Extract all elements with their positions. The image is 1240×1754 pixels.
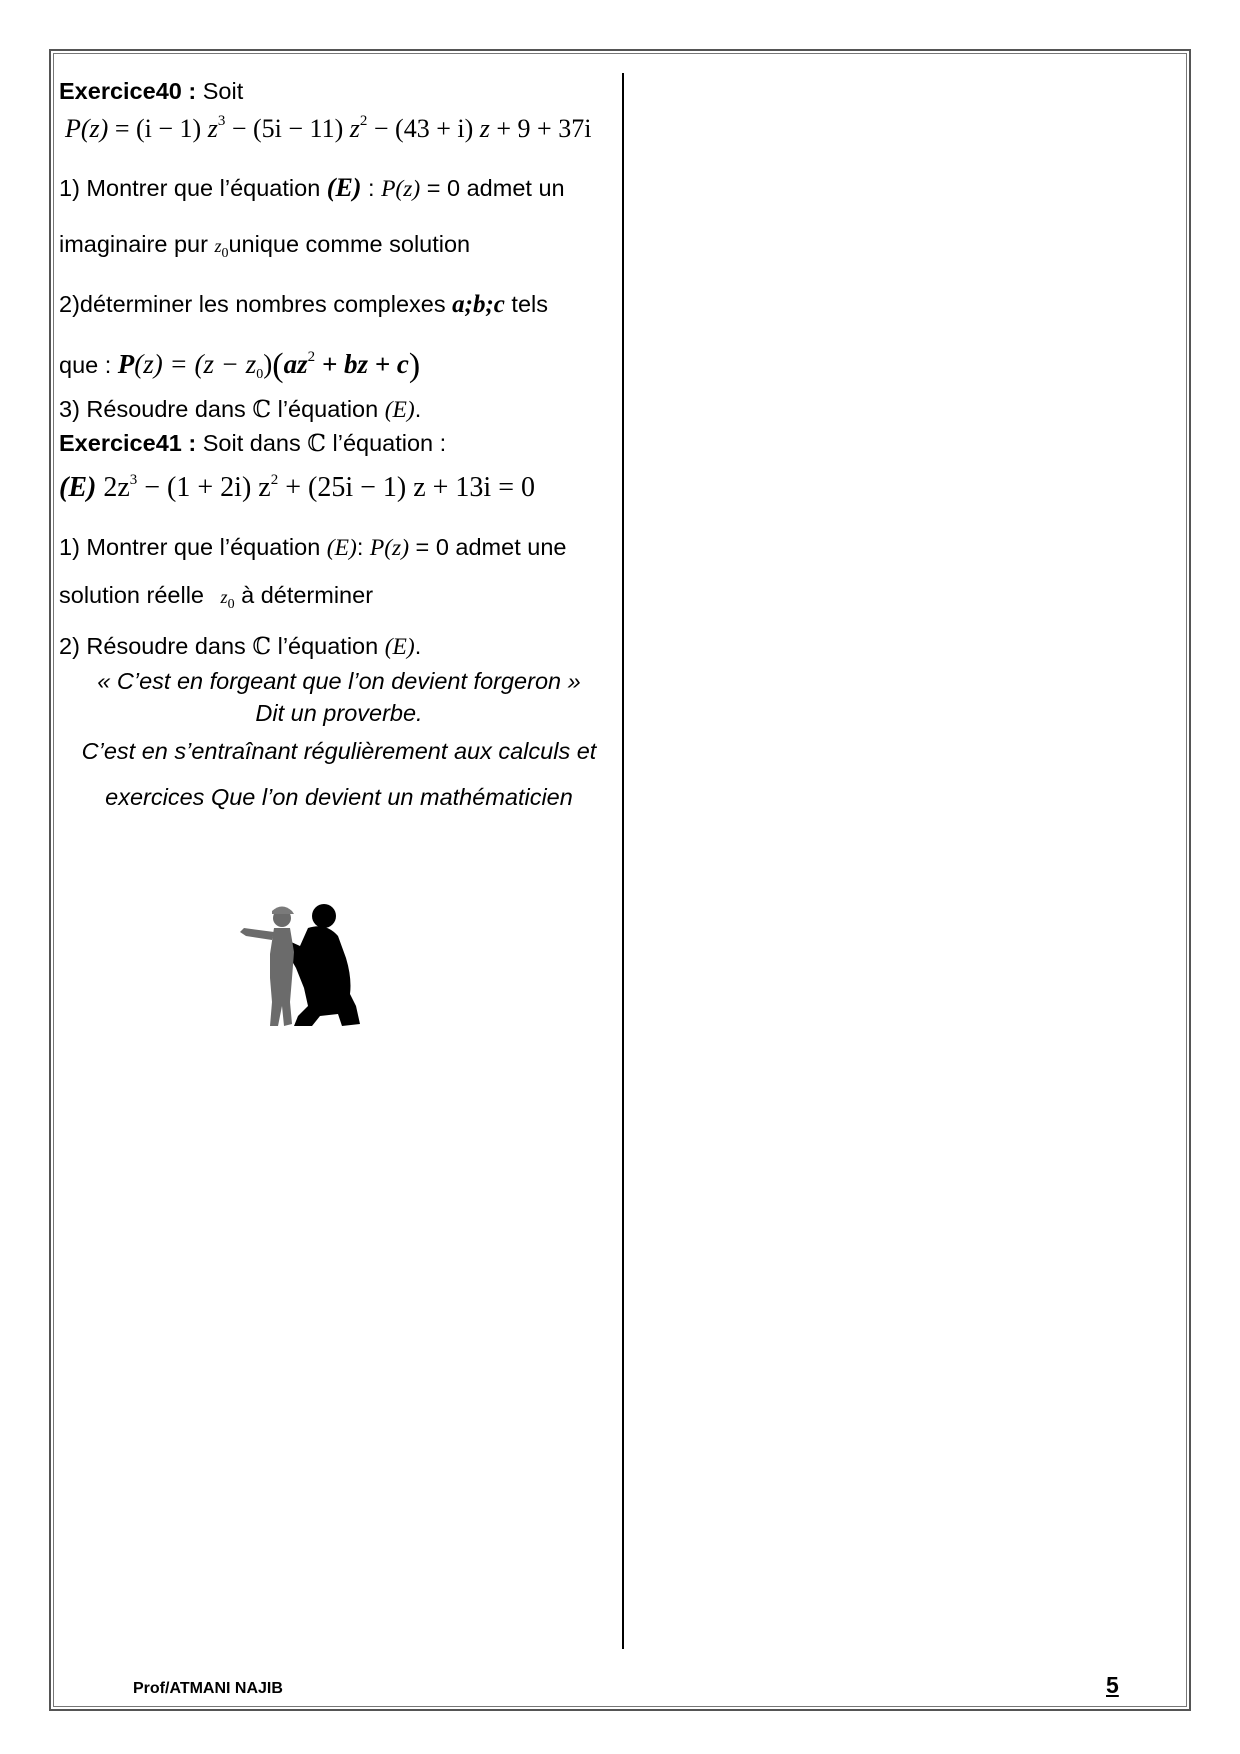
equation-label-E: (E) xyxy=(384,634,415,660)
poly-t2-exp: 2 xyxy=(359,113,368,129)
complex-set-symbol: ℂ xyxy=(307,431,326,457)
p-of-z: P(z) xyxy=(369,535,410,561)
q2-text: 2) Résoudre dans xyxy=(59,633,253,659)
exercise40-title: Exercice40 : xyxy=(59,78,197,104)
formula-P: P xyxy=(117,349,135,379)
complex-set-symbol: ℂ xyxy=(252,634,272,660)
q3-text: 3) Résoudre dans xyxy=(59,396,253,422)
eq-exp2: 2 xyxy=(270,472,279,488)
complex-set-symbol: ℂ xyxy=(252,397,272,423)
poly-t2-sign: − xyxy=(225,114,253,143)
exercise40-question2-line2 xyxy=(59,347,421,384)
eq-term1: 2z xyxy=(96,472,130,503)
quote-line-3: C’est en s’entraînant régulièrement aux calculs et xyxy=(81,738,597,764)
eq-term3: + (25i − 1) z + 13i = 0 xyxy=(278,472,536,503)
exercise40-question2-line1 xyxy=(59,289,548,320)
footer-author: Prof/ATMANI NAJIB xyxy=(133,1680,283,1697)
equation-label-E: (E) xyxy=(59,472,97,503)
q1-text: 1) Montrer que l’équation xyxy=(59,175,327,201)
formula-lpar: ( xyxy=(272,347,284,384)
q1-text-3: unique comme solution xyxy=(228,231,471,257)
formula-close: ) xyxy=(263,349,273,379)
q3-text-2: l’équation xyxy=(271,396,385,422)
formula-rest: + bz + c xyxy=(315,349,409,379)
q2-factor-formula xyxy=(117,347,421,384)
exercise41-question2 xyxy=(59,631,421,662)
poly-lhs-name: P xyxy=(65,114,81,143)
exercise41-question1-line1 xyxy=(59,532,566,563)
poly-t1-var: z xyxy=(207,114,218,143)
page-number: 5 xyxy=(1106,1672,1119,1698)
poly-t3: (43 + i) xyxy=(395,114,474,143)
q3-period: . xyxy=(414,396,422,422)
poly-t3-sign: − xyxy=(367,114,396,143)
exercise41-title: Exercice41 : xyxy=(59,430,197,456)
equation-label-E: (E) xyxy=(326,173,362,202)
exercise40-question1-line2 xyxy=(59,229,470,261)
quote-line-1: « C’est en forgeant que l’on devient forgeron » xyxy=(97,668,581,694)
poly-t2-var: z xyxy=(349,114,360,143)
formula-az: az xyxy=(283,349,308,379)
formula-sub0: 0 xyxy=(256,367,264,382)
exercise40-polynomial xyxy=(65,114,591,144)
formula-pz: (z) = (z − z xyxy=(134,349,257,379)
poly-t1-exp: 3 xyxy=(217,113,226,129)
formula-rpar: ) xyxy=(408,347,421,384)
q2-text-end: tels xyxy=(504,291,548,317)
q1-text-2: imaginaire pur xyxy=(59,231,215,257)
q2-text-2: l’équation xyxy=(271,633,385,659)
q2-period: . xyxy=(414,633,422,659)
q1-text-3: à déterminer xyxy=(234,582,374,608)
exercise41-question1-line2 xyxy=(59,580,373,612)
z0-var: z xyxy=(214,236,222,256)
quote-line-4: exercices Que l’on devient un mathématicien xyxy=(105,784,573,810)
exercise40-question1-line1 xyxy=(59,173,565,204)
equation-label-E: (E) xyxy=(384,397,415,423)
p-of-z: P(z) xyxy=(381,176,421,202)
z0-sub: 0 xyxy=(227,597,235,612)
q2-text: 2)déterminer les nombres complexes xyxy=(59,291,453,317)
exercise41-heading xyxy=(59,428,446,459)
z0-sub: 0 xyxy=(221,246,229,261)
column-divider xyxy=(622,73,624,1649)
poly-t1: (i − 1) xyxy=(136,114,202,143)
q2-que: que : xyxy=(59,352,118,378)
q1-colon: : xyxy=(356,534,370,560)
q1-text-2: solution réelle xyxy=(59,582,211,608)
poly-tail: + 9 + 37i xyxy=(489,114,592,143)
q1-text-end: = 0 admet une xyxy=(409,534,567,560)
poly-t2: (5i − 11) xyxy=(253,114,344,143)
exercise41-equation xyxy=(59,473,535,503)
exercise41-intro: Soit dans xyxy=(202,430,308,456)
exercise40-intro: Soit xyxy=(202,78,244,104)
poly-t3-var: z xyxy=(479,114,490,143)
q1-colon: : xyxy=(361,175,382,201)
q1-text: 1) Montrer que l’équation xyxy=(59,534,327,560)
abc-vars: a;b;c xyxy=(452,291,505,318)
q1-text-end: = 0 admet un xyxy=(420,175,565,201)
formula-exp: 2 xyxy=(307,349,316,365)
exercise41-intro-end: l’équation : xyxy=(325,430,447,456)
poly-eq: = xyxy=(108,114,136,143)
eq-exp1: 3 xyxy=(129,472,138,488)
exercise40-question3 xyxy=(59,394,421,425)
parent-child-silhouette-icon xyxy=(238,898,378,1030)
exercise40-heading xyxy=(59,76,243,106)
eq-term2: − (1 + 2i) z xyxy=(137,472,271,503)
quote-line-2: Dit un proverbe. xyxy=(255,700,423,726)
poly-lhs-var: (z) xyxy=(80,114,109,143)
equation-label-E: (E) xyxy=(326,535,357,561)
z0-var: z xyxy=(220,587,228,607)
